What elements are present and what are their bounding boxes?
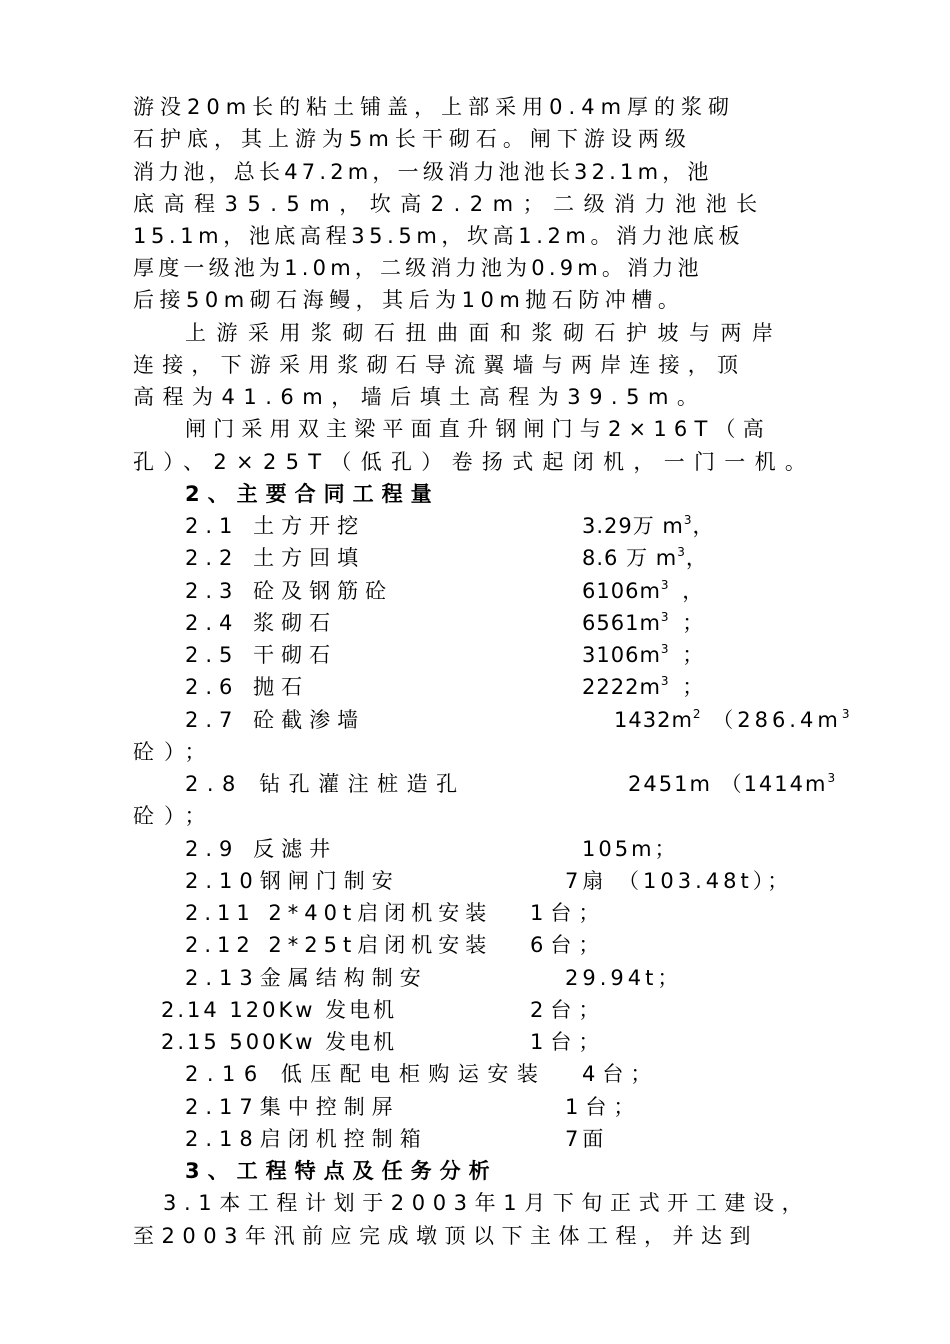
paragraph-line: 游没20m长的粘土铺盖，上部采用0.4m厚的浆砌 <box>133 95 736 119</box>
quantity-value: $3106m^3$ ； <box>582 642 710 667</box>
paragraph-line: 上游采用浆砌石扭曲面和浆砌石护坡与两岸 <box>185 321 784 345</box>
quantity-label: 2.6 抛石 <box>185 675 310 699</box>
quantity-value: 7扇 （103.48t）； <box>565 869 793 893</box>
section-heading: 2、主要合同工程量 <box>185 482 440 506</box>
quantity-label: 2.14 120Kw 发电机 <box>161 998 398 1022</box>
paragraph-line: 后接50m砌石海鳗，其后为10m抛石防冲槽。 <box>133 288 685 312</box>
quantity-label: 2.10钢闸门制安 <box>185 869 400 893</box>
quantity-value: 8.6 万 $m^3$， <box>582 545 708 570</box>
paragraph-line: 高程为41.6m，墙后填土高程为39.5m。 <box>133 385 707 409</box>
quantity-label: 2.1 土方开挖 <box>185 514 366 538</box>
quantity-label: 2.2 土方回填 <box>185 546 366 570</box>
paragraph-line: 底高程35.5m，坎高2.2m；二级消力池池长 <box>133 192 767 216</box>
paragraph-line: 3.1本工程计划于2003年1月下旬正式开工建设， <box>163 1191 811 1215</box>
quantity-value: 29.94t； <box>565 966 683 990</box>
quantity-value: $2222m^3$ ； <box>582 674 710 699</box>
quantity-value: 6台； <box>530 933 607 957</box>
section-heading: 3、工程特点及任务分析 <box>185 1159 498 1183</box>
paragraph-line: 消力池，总长47.2m，一级消力池池长32.1m，池 <box>133 160 713 184</box>
paragraph-line: 至2003年汛前应完成墩顶以下主体工程，并达到 <box>133 1224 758 1248</box>
quantity-continuation: 砼）； <box>133 740 216 764</box>
quantity-value: 4台； <box>582 1062 659 1086</box>
quantity-label: 2.17集中控制屏 <box>185 1095 400 1119</box>
paragraph-line: 连接，下游采用浆砌石导流翼墙与两岸连接，顶 <box>133 353 747 377</box>
quantity-label: 2.16 低压配电柜购运安装 <box>185 1062 547 1086</box>
quantity-value: 105m； <box>582 837 679 861</box>
quantity-value: 2451m （$1414m^3$ <box>628 771 838 796</box>
quantity-label: 2.4 浆砌石 <box>185 611 338 635</box>
quantity-value: $6561m^3$ ； <box>582 610 710 635</box>
quantity-label: 2.8 钻孔灌注桩造孔 <box>185 772 466 796</box>
paragraph-line: 闸门采用双主梁平面直升钢闸门与2×16T（高 <box>185 417 771 441</box>
quantity-value: $6106m^3$ ， <box>582 578 710 603</box>
quantity-label: 2.7 砼截渗墙 <box>185 708 366 732</box>
quantity-label: 2.15 500Kw 发电机 <box>161 1030 398 1054</box>
quantity-label: 2.5 干砌石 <box>185 643 338 667</box>
quantity-value: 2台； <box>530 998 607 1022</box>
quantity-label: 2.3 砼及钢筋砼 <box>185 579 394 603</box>
quantity-label: 2.12 2*25t启闭机安装 <box>185 933 493 957</box>
quantity-label: 2.13金属结构制安 <box>185 966 428 990</box>
quantity-value: 7面 <box>565 1127 608 1151</box>
quantity-value: 1台； <box>530 1030 607 1054</box>
quantity-value: 1台； <box>530 901 607 925</box>
quantity-label: 2.9 反滤井 <box>185 837 338 861</box>
quantity-value: 1台； <box>565 1095 642 1119</box>
paragraph-line: 石护底，其上游为5m长干砌石。闸下游设两级 <box>133 127 692 151</box>
quantity-continuation: 砼）； <box>133 804 216 828</box>
paragraph-line: 15.1m，池底高程35.5m，坎高1.2m。消力池底板 <box>133 224 745 248</box>
paragraph-line: 孔）、2×25T（低孔）卷扬式起闭机，一门一机。 <box>133 450 816 474</box>
quantity-value: 3.29万 $m^3$， <box>582 513 715 538</box>
quantity-label: 2.18启闭机控制箱 <box>185 1127 428 1151</box>
paragraph-line: 厚度一级池为1.0m，二级消力池为0.9m。消力池 <box>133 256 703 280</box>
quantity-value: $1432m^2$ （$286.4m^3$ <box>614 707 851 732</box>
quantity-label: 2.11 2*40t启闭机安装 <box>185 901 493 925</box>
